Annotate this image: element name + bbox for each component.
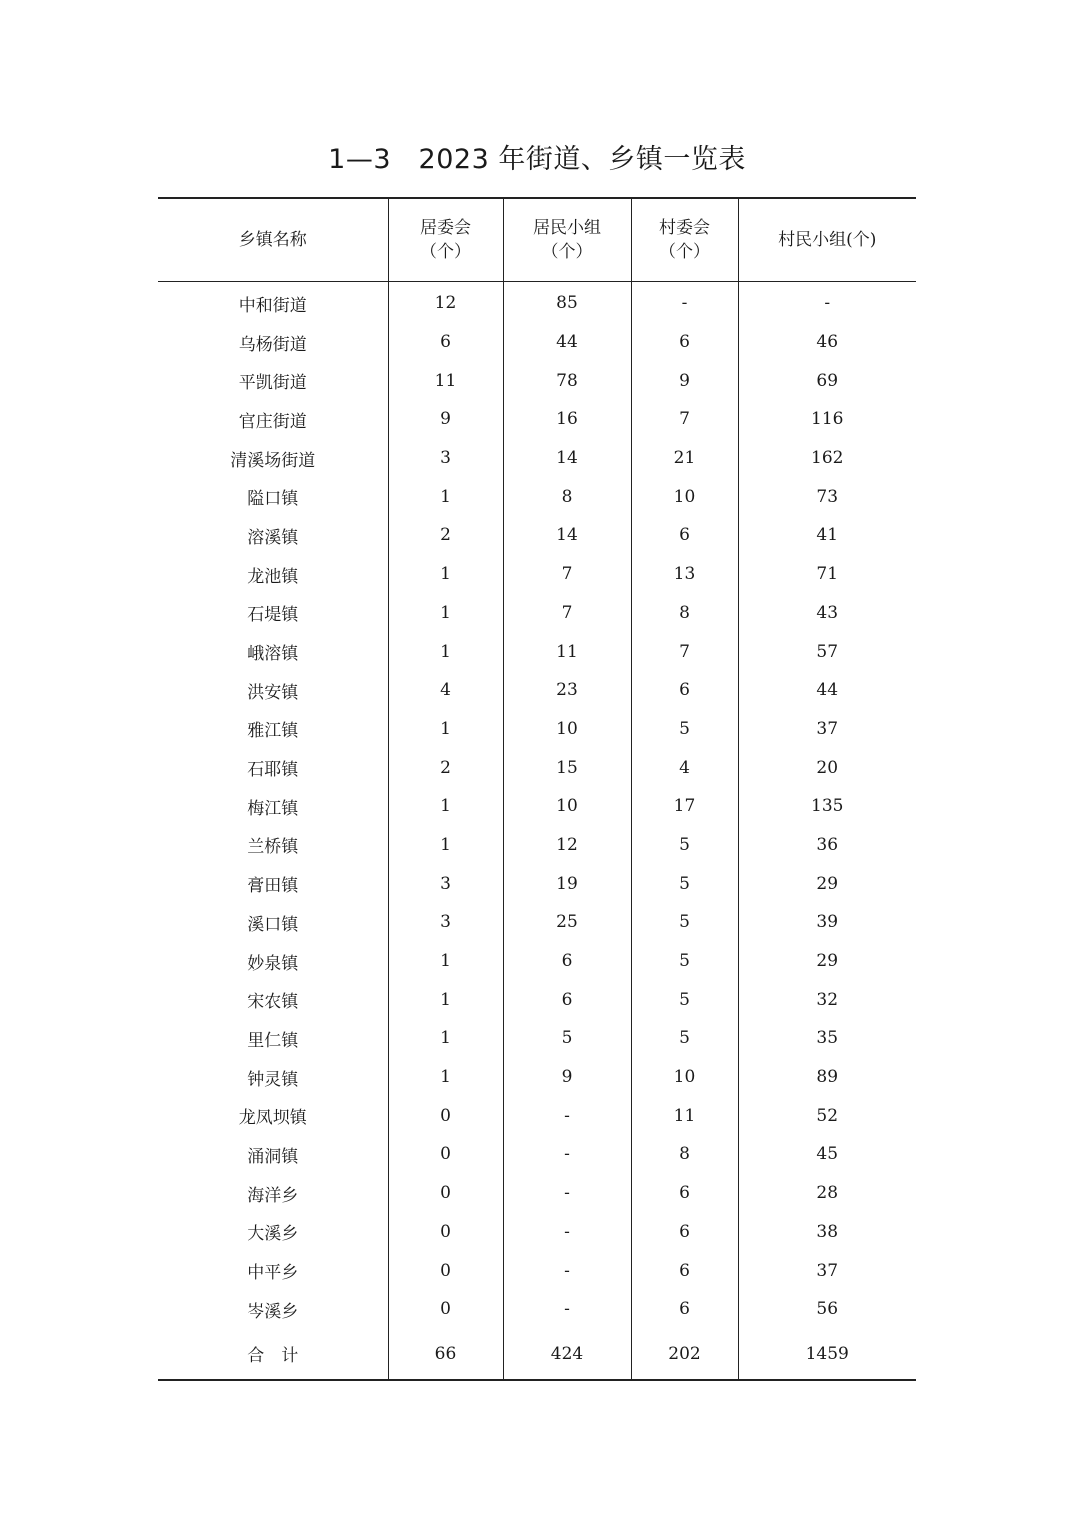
row-value-cell: 15 [503,748,631,787]
row-name-cell: 龙凤坝镇 [238,1108,307,1129]
row-value-cell: 9 [631,361,738,400]
header-name [158,198,388,282]
row-name-cell: 石耶镇 [247,760,299,781]
table-row [158,477,916,516]
row-value-cell: 1 [388,942,503,981]
table-row [158,1174,916,1213]
row-value-cell: 57 [738,632,916,671]
row-name-cell: 海洋乡 [247,1185,299,1206]
row-value-cell: 29 [738,864,916,903]
header-cunmin-label: 村民小组(个) [778,230,877,250]
table-row [158,632,916,671]
row-value-cell: 5 [631,1019,738,1058]
row-value-cell: 38 [738,1213,916,1252]
row-value-cell: 5 [631,980,738,1019]
row-name-cell: 隘口镇 [247,489,299,510]
row-value-cell: 0 [388,1290,503,1329]
table-row [158,555,916,594]
row-value-cell: 4 [388,671,503,710]
table-row [158,400,916,439]
row-value-cell: 12 [503,826,631,865]
row-value-cell: 2 [388,748,503,787]
row-value-cell: 6 [503,942,631,981]
row-value-cell: 1 [388,826,503,865]
row-name-cell: 宋农镇 [247,992,299,1013]
row-name-cell: 岑溪乡 [247,1301,299,1322]
row-value-cell: 7 [503,594,631,633]
row-value-cell: 10 [503,787,631,826]
row-value-cell: 46 [738,323,916,362]
table-row [158,1019,916,1058]
row-value-cell: 10 [503,710,631,749]
row-value-cell: 8 [631,594,738,633]
row-name-cell: 龙池镇 [247,566,299,587]
row-value-cell: 89 [738,1058,916,1097]
row-name-cell: 溪口镇 [247,914,299,935]
row-name-cell: 乌杨街道 [238,334,307,355]
row-value-cell: 6 [631,671,738,710]
header-row [158,198,916,282]
row-name-cell: 石堤镇 [247,605,299,626]
table-row [158,903,916,942]
row-value-cell: 1 [388,632,503,671]
table-row [158,787,916,826]
table-row [158,826,916,865]
row-value-cell: 44 [738,671,916,710]
row-name-cell: 峨溶镇 [247,644,299,665]
header-jumin [503,198,631,282]
total-cell: 424 [503,1329,631,1380]
row-name-cell: 洪安镇 [247,682,299,703]
row-value-cell: - [503,1290,631,1329]
table-row [158,1135,916,1174]
row-name-cell: 膏田镇 [247,876,299,897]
row-name-cell: 官庄街道 [238,411,307,432]
row-value-cell: 52 [738,1096,916,1135]
page-title: 1—3 2023 年街道、乡镇一览表 [328,144,746,175]
row-value-cell: 7 [631,632,738,671]
row-value-cell: 5 [631,942,738,981]
table-row [158,980,916,1019]
row-value-cell: - [503,1096,631,1135]
header-name-label: 乡镇名称 [238,230,307,250]
row-value-cell: 13 [631,555,738,594]
row-value-cell: 11 [388,361,503,400]
total-row [158,1329,916,1380]
row-value-cell: 10 [631,477,738,516]
header-juwei [388,198,503,282]
row-value-cell: 37 [738,1251,916,1290]
row-value-cell: 16 [503,400,631,439]
header-cunwei-unit: （个） [659,242,710,262]
row-value-cell: - [631,282,738,323]
row-value-cell: 45 [738,1135,916,1174]
row-value-cell: 6 [631,1251,738,1290]
row-value-cell: 1 [388,594,503,633]
table-body [158,282,916,1329]
table-row [158,748,916,787]
table-row [158,323,916,362]
row-name-cell: 中和街道 [238,295,307,316]
row-value-cell: 21 [631,439,738,478]
row-value-cell: 36 [738,826,916,865]
row-value-cell: 56 [738,1290,916,1329]
row-value-cell: 37 [738,710,916,749]
row-value-cell: 11 [631,1096,738,1135]
row-value-cell: 7 [503,555,631,594]
table-row [158,361,916,400]
header-juwei-unit: （个） [420,242,471,262]
total-cell: 1459 [738,1329,916,1380]
row-value-cell: 32 [738,980,916,1019]
row-value-cell: 162 [738,439,916,478]
row-value-cell: 43 [738,594,916,633]
row-value-cell: 1 [388,710,503,749]
row-name-cell: 钟灵镇 [247,1069,299,1090]
row-value-cell: 1 [388,980,503,1019]
table-row [158,439,916,478]
table-row [158,594,916,633]
row-value-cell: 135 [738,787,916,826]
header-cunwei [631,198,738,282]
row-name-cell: 妙泉镇 [247,953,299,974]
row-value-cell: 73 [738,477,916,516]
row-value-cell: 1 [388,787,503,826]
row-value-cell: 8 [503,477,631,516]
row-value-cell: 3 [388,864,503,903]
table-row [158,1096,916,1135]
header-juwei-label: 居委会 [420,218,471,238]
row-value-cell: 78 [503,361,631,400]
row-value-cell: 9 [388,400,503,439]
row-value-cell: 0 [388,1174,503,1213]
row-value-cell: 14 [503,439,631,478]
row-value-cell: - [503,1251,631,1290]
row-name-cell: 溶溪镇 [247,527,299,548]
row-name-cell: 梅江镇 [247,798,299,819]
row-value-cell: 10 [631,1058,738,1097]
row-value-cell: 0 [388,1135,503,1174]
row-value-cell: 1 [388,1058,503,1097]
table-row [158,1058,916,1097]
row-value-cell: 9 [503,1058,631,1097]
header-cunmin [738,198,916,282]
table-row [158,671,916,710]
row-value-cell: 6 [388,323,503,362]
row-value-cell: 5 [631,903,738,942]
row-value-cell: 11 [503,632,631,671]
total-cell: 202 [631,1329,738,1380]
row-name-cell: 大溪乡 [247,1224,299,1245]
row-value-cell: 12 [388,282,503,323]
row-value-cell: 7 [631,400,738,439]
row-value-cell: 0 [388,1213,503,1252]
row-value-cell: 3 [388,439,503,478]
total-label: 合 计 [158,1329,388,1380]
row-value-cell: 25 [503,903,631,942]
row-value-cell: 39 [738,903,916,942]
table-row [158,1290,916,1329]
table-row [158,1251,916,1290]
row-value-cell: - [738,282,916,323]
header-jumin-label: 居民小组 [533,218,601,238]
row-value-cell: 41 [738,516,916,555]
header-jumin-unit: （个） [541,242,593,262]
row-value-cell: 5 [631,864,738,903]
row-value-cell: 1 [388,477,503,516]
row-value-cell: 116 [738,400,916,439]
row-value-cell: 19 [503,864,631,903]
table-row [158,516,916,555]
row-value-cell: - [503,1213,631,1252]
table-row [158,282,916,323]
row-value-cell: 44 [503,323,631,362]
row-value-cell: 6 [631,516,738,555]
row-value-cell: 8 [631,1135,738,1174]
table-row [158,864,916,903]
row-value-cell: 0 [388,1096,503,1135]
row-value-cell: 4 [631,748,738,787]
row-value-cell: 1 [388,555,503,594]
row-value-cell: 35 [738,1019,916,1058]
row-value-cell: 6 [631,1174,738,1213]
row-value-cell: - [503,1174,631,1213]
row-name-cell: 涌洞镇 [247,1146,299,1167]
row-value-cell: 28 [738,1174,916,1213]
header-cunwei-label: 村委会 [659,218,710,238]
row-value-cell: 6 [631,1290,738,1329]
row-name-cell: 雅江镇 [247,721,299,742]
row-name-cell: 中平乡 [247,1263,299,1284]
row-value-cell: 5 [631,710,738,749]
row-value-cell: 20 [738,748,916,787]
table-row [158,1213,916,1252]
township-table [158,197,916,1381]
row-name-cell: 平凯街道 [238,373,307,394]
row-value-cell: 5 [503,1019,631,1058]
table-row [158,942,916,981]
row-value-cell: 71 [738,555,916,594]
row-value-cell: 1 [388,1019,503,1058]
row-name-cell: 兰桥镇 [247,837,299,858]
row-value-cell: 69 [738,361,916,400]
row-value-cell: 6 [631,1213,738,1252]
row-value-cell: 0 [388,1251,503,1290]
row-value-cell: 85 [503,282,631,323]
row-value-cell: 23 [503,671,631,710]
row-value-cell: - [503,1135,631,1174]
table-row [158,710,916,749]
row-value-cell: 5 [631,826,738,865]
row-name-cell: 里仁镇 [247,1030,299,1051]
row-value-cell: 6 [503,980,631,1019]
total-cell: 66 [388,1329,503,1380]
row-value-cell: 29 [738,942,916,981]
row-value-cell: 3 [388,903,503,942]
row-name-cell: 清溪场街道 [230,450,316,471]
row-value-cell: 17 [631,787,738,826]
row-value-cell: 2 [388,516,503,555]
row-value-cell: 6 [631,323,738,362]
row-value-cell: 14 [503,516,631,555]
